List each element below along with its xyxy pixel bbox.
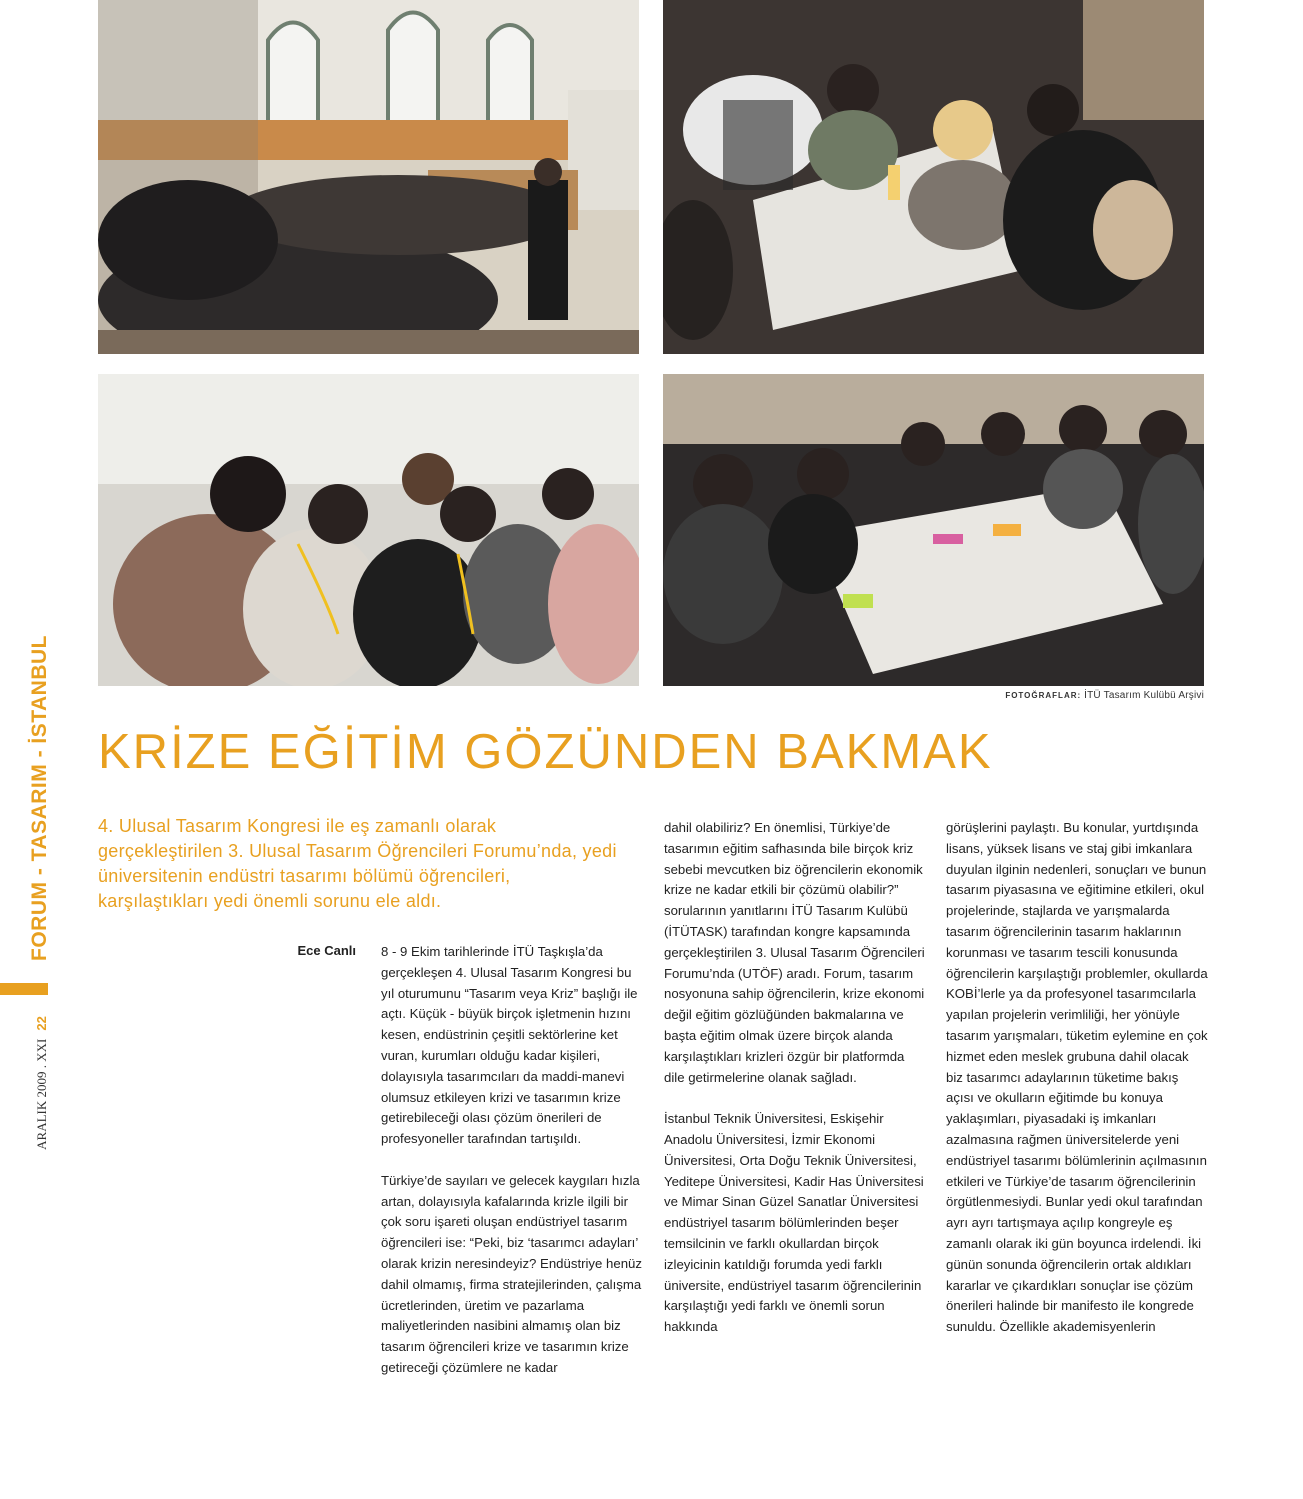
lecture-hall-photo: [98, 0, 639, 354]
paragraph: İstanbul Teknik Üniversitesi, Eskişehir Anadolu Üniversitesi, İzmir Ekonomi Üniversitesi, Orta Doğu Teknik Üniversitesi, Yeditepe Üniversitesi, Kadir Has Üniversitesi ve Mimar Sinan Güzel Sanatlar Üniversitesi endüstriyel tasarım bölümlerinden beşer temsilcinin ve farklı okullardan birçok izleyicinin katıldığı forumda yedi farklı üniversite, endüstriyel tasarım öğrencilerinin karşılaştığı yedi farklı ve önemli sorun hakkında: [664, 1111, 924, 1335]
article-title: KRİZE EĞİTİM GÖZÜNDEN BAKMAK: [98, 725, 993, 779]
issue-info: [26, 1008, 58, 1158]
paragraph: görüşlerini paylaştı. Bu konular, yurtdışında lisans, yüksek lisans ve staj gibi imkanlara duyulan ilginin nedenleri, sonuçları ve bunun tasarım piyasasına ve eğitimine etkileri, okul projelerinde, stajlarda ve yarışmalarda tasarım öğrencilerinin tasarım haklarının korunması ve tasarım tescili konusunda öğrencilerin karşılaştığı problemler, okullarda KOBİ’lerle ya da profesyonel tasarımcılarla yapılan projelerin verimliliği, her yönüyle tasarım yarışmaları, tüketim eylemine en çok hizmet eden meslek grubuna dahil olacak biz tasarımcı adaylarının tüketime bakış açısı ve okulların eğitimde bu konuya yaklaşımları, piyasadaki iş imkanları azalmasına rağmen üniversitelerde yeni endüstriyel tasarımı bölümlerinin açılmasının etkileri ve Türkiye’de tasarım öğrencilerinin örgütlenmesiydi. Bunlar yedi okul tarafından ayrı ayrı tartışmaya açılıp kongreyle eş zamanlı olarak iki gün boyunca irdelendi. İki günün sonunda öğrencilerin ortak aldıkları kararlar ve çıkardıkları sonuçlar ise çözüm önerileri halinde bir manifesto ile kongrede sunuldu. Özellikle akademisyenlerin: [946, 820, 1208, 1335]
text-column-3: [946, 818, 1208, 1338]
photo-credit-label: FOTOĞRAFLAR:: [1005, 691, 1082, 700]
text-column-1: [381, 942, 643, 1379]
article-lead: 4. Ulusal Tasarım Kongresi ile eş zamanlı olarak gerçekleştirilen 3. Ulusal Tasarım Öğrencileri Forumu’nda, yedi üniversitenin endüstri tasarımı bölümü öğrencileri, karşılaştıkları yedi önemli sorunu ele aldı.: [98, 816, 617, 911]
audience-photo: [98, 374, 639, 686]
page-number: 22: [34, 1016, 49, 1031]
roundtable-photo: [663, 374, 1204, 686]
text-column-2: [664, 818, 926, 1338]
group-discussion-photo: [663, 0, 1204, 354]
paragraph: Türkiye’de sayıları ve gelecek kaygıları hızla artan, dolayısıyla kafalarında krizle ilgili bir çok soru işareti oluşan endüstriyel tasarım öğrencileri ise: “Peki, biz ‘tasarımcı adayları’ olarak krizin neresindeyiz? Endüstriye henüz dahil olmamış, firma stratejilerinden, çalışma ücretlerinden, üretim ve pazarlama maliyetlerinden nasibini almamış olan biz tasarım öğrencileri krize ve tasarımın krize getireceği çözümlere ne kadar: [381, 1172, 642, 1375]
side-accent-bar: [0, 983, 48, 995]
photo-credit-text: İTÜ Tasarım Kulübü Arşivi: [1084, 690, 1204, 701]
paragraph: dahil olabiliriz? En önemlisi, Türkiye’de tasarımın eğitim safhasında bile birçok kriz sebebi mevcutken biz öğrencilerin ekonomik krize ne kadar etkili bir çözümü olabilir?” sorularının yanıtlarını İTÜ Tasarım Kulübü (İTÜTASK) tarafından kongre kapsamında gerçekleştirilen 3. Ulusal Tasarım Öğrencileri Forumu’nda (UTÖF) aradı. Forum, tasarım nosyonuna sahip öğrencilerin, krize ekonomi değil eğitim gözlüğünden bakmalarına ve başta eğitim olmak üzere birçok alanda karşılaştıkları krizleri özgür bir platformda dile getirmelerine olanak sağladı.: [664, 820, 925, 1085]
section-label: FORUM - TASARIM - İSTANBUL: [28, 634, 51, 962]
paragraph: 8 - 9 Ekim tarihlerinde İTÜ Taşkışla’da gerçekleşen 4. Ulusal Tasarım Kongresi bu yıl oturumunu “Tasarım veya Kriz” başlığı ile açtı. Küçük - büyük birçok işletmenin hızını kesen, endüstrinin çeşitli sektörlerine ket vuran, kurumları olduğu kadar kişileri, dolayısıyla tasarımcıları da maddi-manevi olumsuz etkileyen krizi ve tasarımın krize getirebileceği olası çözüm önerileri de profesyoneller tarafından tartışıldı.: [381, 944, 638, 1147]
photo-credit: [1005, 690, 1204, 701]
issue-date: ARALIK 2009 . XXI: [34, 1038, 49, 1150]
article-author: Ece Canlı: [297, 943, 356, 958]
